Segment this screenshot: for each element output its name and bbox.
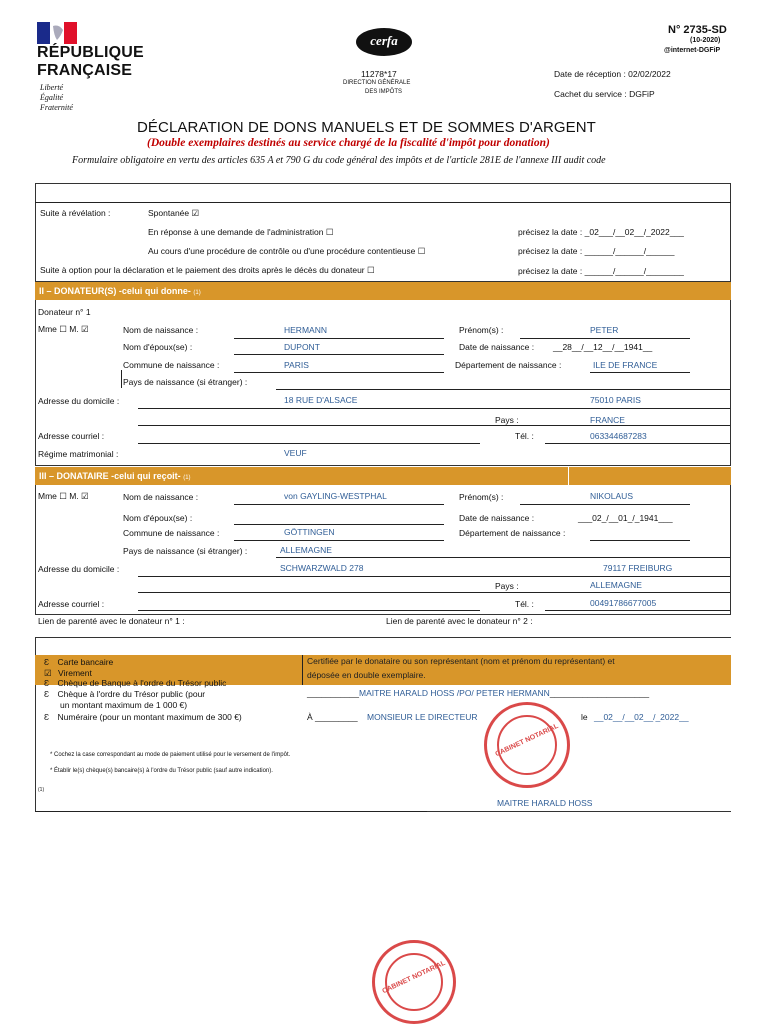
donataire-departement-label: Département de naissance : [459,528,566,538]
donateur-commune[interactable]: PARIS [284,360,309,370]
precisez-date-2[interactable]: précisez la date : ______/______/______ [518,246,675,256]
donateur-ville[interactable]: 75010 PARIS [590,395,641,405]
donataire-pays-naissance-label: Pays de naissance (si étranger) : [123,546,248,556]
payment-virement-checkbox: ☑ [44,668,52,678]
donataire-tel[interactable]: 00491786677005 [590,598,657,608]
precisez-date-1[interactable]: précisez la date : _02___/__02__/_2022___ [518,227,684,237]
lien-parente-2: Lien de parenté avec le donateur n° 2 : [386,616,533,626]
payment-numeraire-bullet: Ɛ [44,712,50,722]
payment-cheque-banque-label: Chèque de Banque à l'ordre du Trésor public [57,678,227,688]
donataire-pays[interactable]: ALLEMAGNE [590,580,642,590]
section-donateur-note: (1) [193,290,201,296]
donataire-date-naissance[interactable]: ___02_/__01_/_1941___ [578,513,673,523]
checkbox-option-deces[interactable]: Suite à option pour la déclaration et le paiement des droits après le décès du donateur ☐ [40,265,375,275]
payment-virement-label: Virement [58,668,92,678]
republic-title-2: FRANÇAISE [37,62,133,79]
donataire-commune[interactable]: GÖTTINGEN [284,527,335,537]
donateur-pays-naissance-label: Pays de naissance (si étranger) : [123,377,248,387]
payment-cheque-tresor-bullet: Ɛ [44,689,50,699]
payment-carte-bullet: Ɛ [44,657,50,667]
donataire-nom-naissance-label: Nom de naissance : [123,492,199,502]
donateur-nom-naissance[interactable]: HERMANN [284,325,327,335]
donataire-adresse[interactable]: SCHWARZWALD 278 [280,563,364,573]
donataire-nom-epoux-label: Nom d'époux(se) : [123,513,193,523]
payment-numeraire-label: Numéraire (pour un montant maximum de 300 €) [57,712,242,722]
checkbox-procedure[interactable]: Au cours d'une procédure de contrôle ou d'une procédure contentieuse ☐ [148,246,426,256]
certification-signature-name: MAITRE HARALD HOSS [497,798,593,808]
payment-cheque-banque[interactable] [44,678,226,688]
certification-text-2: déposée en double exemplaire. [307,670,426,680]
republic-title-1: RÉPUBLIQUE [37,44,144,61]
donataire-adresse-label: Adresse du domicile : [38,564,120,574]
payment-highlight-divider [302,655,303,685]
notary-stamp-2-text: CABINET NOTARIAL [381,959,447,996]
direction-line-2: DES IMPÔTS [365,89,403,95]
section-donateur-header [35,282,731,300]
donateur-departement[interactable]: ILE DE FRANCE [593,360,658,370]
donateur-commune-label: Commune de naissance : [123,360,220,370]
payment-note-2: * Établir le(s) chèque(s) bancaire(s) à l'ordre du Trésor public (sauf autre indication). [50,768,273,774]
payment-cheque-tresor-label: Chèque à l'ordre du Trésor public (pour [57,689,206,699]
cerfa-number: 11278*17 [361,69,397,79]
section-donateur-title: II – DONATEUR(S) -celui qui donne- [39,286,191,296]
certification-signer-prefix: ___________ [307,688,360,698]
donataire-courriel-label: Adresse courriel : [38,599,105,609]
motto-liberte: Liberté [40,83,64,92]
payment-cheque-banque-bullet: Ɛ [44,678,50,688]
donateur-regime[interactable]: VEUF [284,448,307,458]
section-donataire-title: III – DONATAIRE -celui qui reçoit- [39,471,181,481]
donateur-tel[interactable]: 063344687283 [590,431,647,441]
motto-egalite: Égalité [40,93,64,102]
section-donataire-note: (1) [183,475,191,481]
donataire-ville[interactable]: 79117 FREIBURG [603,563,673,573]
donataire-commune-label: Commune de naissance : [123,528,220,538]
motto-fraternite: Fraternité [40,103,73,112]
page-title: DÉCLARATION DE DONS MANUELS ET DE SOMMES D'ARGENT [137,119,596,136]
section-donataire-header [35,467,731,485]
donataire-prenoms-label: Prénom(s) : [459,492,504,502]
donataire-date-naissance-label: Date de naissance : [459,513,535,523]
donateur-courriel-label: Adresse courriel : [38,431,105,441]
donataire-pays-label: Pays : [495,581,519,591]
revelation-label: Suite à révélation : [40,208,111,218]
legal-notice: Formulaire obligatoire en vertu des articles 635 A et 790 G du code général des impôts et de l'article 281E de l'annexe III audit code [72,155,606,166]
donateur-adresse-label: Adresse du domicile : [38,396,120,406]
donataire-pays-naissance[interactable]: ALLEMAGNE [280,545,332,555]
notary-stamp-1-text: CABINET NOTARIAL [494,722,560,759]
lien-parente-1: Lien de parenté avec le donateur n° 1 : [38,616,185,626]
payment-note-1: * Cochez la case correspondant au mode de paiement utilisé pour le versement de l'impôt. [50,752,291,758]
payment-carte[interactable] [44,657,113,667]
donateur-departement-label: Département de naissance : [455,360,562,370]
certification-date[interactable]: __02__/__02__/_2022__ [594,712,689,722]
donataire-tel-label: Tél. : [515,599,534,609]
donataire-nom-naissance[interactable]: von GAYLING-WESTPHAL [284,491,387,501]
reception-date: Date de réception : 02/02/2022 [554,69,671,79]
direction-line-1: DIRECTION GÉNÉRALE [343,80,411,86]
certification-a-label: À _________ [307,712,358,722]
notary-stamp-1 [484,702,570,788]
certification-signer-row[interactable] [307,688,649,698]
form-number: N° 2735-SD [668,24,727,36]
notary-stamp-2 [372,940,456,1024]
marianne-logo [37,22,77,44]
certification-signer: MAITRE HARALD HOSS /PO/ PETER HERMANN [359,688,550,698]
donateur-pays-label: Pays : [495,415,519,425]
payment-cheque-tresor[interactable] [44,689,205,699]
donateur-nom-epoux[interactable]: DUPONT [284,342,320,352]
payment-note-ref: (1) [38,787,45,793]
precisez-date-3[interactable]: précisez la date : ______/______/________ [518,266,684,276]
checkbox-spontanee[interactable]: Spontanée ☑ [148,208,200,218]
donateur-nom-epoux-label: Nom d'époux(se) : [123,342,193,352]
donateur-number: Donateur n° 1 [38,307,91,317]
donateur-tel-label: Tél. : [515,431,534,441]
form-version: (10-2020) [690,37,721,44]
certification-text-1: Certifiée par le donataire ou son représentant (nom et prénom du représentant) et [307,656,615,666]
donateur-adresse[interactable]: 18 RUE D'ALSACE [284,395,358,405]
donateur-pays[interactable]: FRANCE [590,415,625,425]
payment-cheque-tresor-2: un montant maximum de 1 000 €) [60,700,188,710]
cerfa-logo: cerfa [356,28,412,56]
donataire-civility[interactable]: Mme ☐ M. ☑ [38,491,89,501]
payment-carte-label: Carte bancaire [57,657,114,667]
page-subtitle: (Double exemplaires destinés au service chargé de la fiscalité d'impôt pour donation) [147,137,550,149]
donateur-civility[interactable]: Mme ☐ M. ☑ [38,324,89,334]
donateur-date-naissance-label: Date de naissance : [459,342,535,352]
donataire-prenoms[interactable]: NIKOLAUS [590,491,633,501]
payment-numeraire[interactable] [44,712,242,722]
certification-signer-suffix: _____________________ [549,688,650,698]
donateur-prenoms-label: Prénom(s) : [459,325,504,335]
donateur-nom-naissance-label: Nom de naissance : [123,325,199,335]
certification-le-label: le [581,712,588,722]
donateur-date-naissance[interactable]: __28__/__12__/__1941__ [553,342,653,352]
checkbox-demande[interactable]: En réponse à une demande de l'administration ☐ [148,227,334,237]
service-stamp: Cachet du service : DGFiP [554,89,655,99]
form-source: @internet-DGFiP [664,47,721,54]
certification-a-value[interactable]: MONSIEUR LE DIRECTEUR [367,712,478,722]
donateur-regime-label: Régime matrimonial : [38,449,119,459]
donateur-prenoms[interactable]: PETER [590,325,619,335]
